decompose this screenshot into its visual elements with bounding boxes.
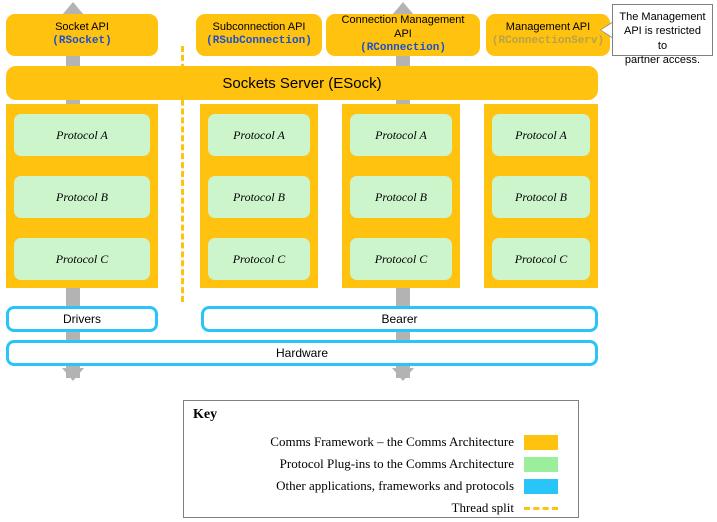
key-row-thread-split (192, 499, 572, 517)
bearer-box[interactable] (201, 306, 598, 332)
sockets-server-bar (6, 66, 598, 100)
protocol-label: Protocol A (56, 127, 108, 142)
protocol-c-col1[interactable] (10, 234, 154, 284)
protocol-label: Protocol C (232, 251, 286, 266)
protocol-a-col1[interactable] (10, 110, 154, 160)
drivers-box[interactable] (6, 306, 158, 332)
api-label-connection-management: Connection Management API (341, 14, 465, 41)
key-label-protocol-plugins: Protocol Plug-ins to the Comms Architecture (279, 456, 514, 471)
key-row-comms-framework (192, 433, 572, 451)
bearer-label: Bearer (381, 312, 418, 326)
sockets-server-label: Sockets Server (ESock) (222, 74, 382, 92)
protocol-b-col4[interactable] (488, 172, 594, 222)
protocol-label: Protocol B (233, 189, 285, 204)
drivers-label: Drivers (63, 312, 101, 326)
key-row-protocol-plugins (192, 455, 572, 473)
api-class-connection-management: (RConnection) (360, 41, 446, 54)
callout-line-2: API is restricted to (623, 25, 702, 52)
key-label-other-apps: Other applications, frameworks and protocols (276, 478, 514, 493)
key-swatch-blue (524, 479, 558, 494)
key-panel (183, 400, 579, 518)
api-label-management: Management API (505, 21, 591, 34)
thread-dot-4 (399, 290, 406, 297)
api-label-socket: Socket API (55, 21, 109, 34)
protocol-c-col4[interactable] (488, 234, 594, 284)
key-title: Key (193, 407, 218, 422)
protocol-label: Protocol C (514, 251, 568, 266)
api-label-subconnection: Subconnection API (212, 21, 306, 34)
key-label-thread-split: Thread split (451, 500, 514, 515)
api-class-management: (RConnectionServ) (491, 35, 605, 47)
protocol-b-col1[interactable] (10, 172, 154, 222)
protocol-label: Protocol A (375, 127, 427, 142)
api-box-socket[interactable] (6, 14, 158, 56)
key-row-other-apps (192, 477, 572, 495)
protocol-label: Protocol C (55, 251, 109, 266)
protocol-label: Protocol C (374, 251, 428, 266)
protocol-label: Protocol A (233, 127, 285, 142)
protocol-a-col2[interactable] (204, 110, 314, 160)
thread-arrow-down-right (392, 368, 414, 381)
protocol-c-col2[interactable] (204, 234, 314, 284)
key-label-comms-framework: Comms Framework – the Comms Architecture (270, 434, 514, 449)
protocol-b-col3[interactable] (346, 172, 456, 222)
key-swatch-orange (524, 435, 558, 450)
api-class-subconnection: (RSubConnection) (206, 35, 312, 47)
callout-line-3: partner access. (624, 53, 701, 66)
key-swatch-dashed-line (524, 507, 558, 510)
protocol-a-col3[interactable] (346, 110, 456, 160)
hardware-box[interactable] (6, 340, 598, 366)
thread-split-line (181, 46, 184, 302)
protocol-b-col2[interactable] (204, 172, 314, 222)
protocol-a-col4[interactable] (488, 110, 594, 160)
api-box-connection-management[interactable] (326, 14, 480, 56)
key-swatch-green (524, 457, 558, 472)
api-box-management[interactable] (486, 14, 610, 56)
protocol-label: Protocol B (56, 189, 108, 204)
api-class-socket: (RSocket) (52, 35, 112, 47)
management-api-callout (612, 4, 713, 66)
thread-arrow-down-left (62, 368, 84, 381)
callout-line-1: The Management (619, 11, 706, 23)
protocol-label: Protocol B (375, 189, 427, 204)
protocol-label: Protocol A (515, 127, 567, 142)
callout-tail-inner (601, 23, 612, 37)
protocol-label: Protocol B (515, 189, 567, 204)
api-box-subconnection[interactable] (196, 14, 322, 56)
protocol-c-col3[interactable] (346, 234, 456, 284)
hardware-label: Hardware (275, 346, 329, 360)
